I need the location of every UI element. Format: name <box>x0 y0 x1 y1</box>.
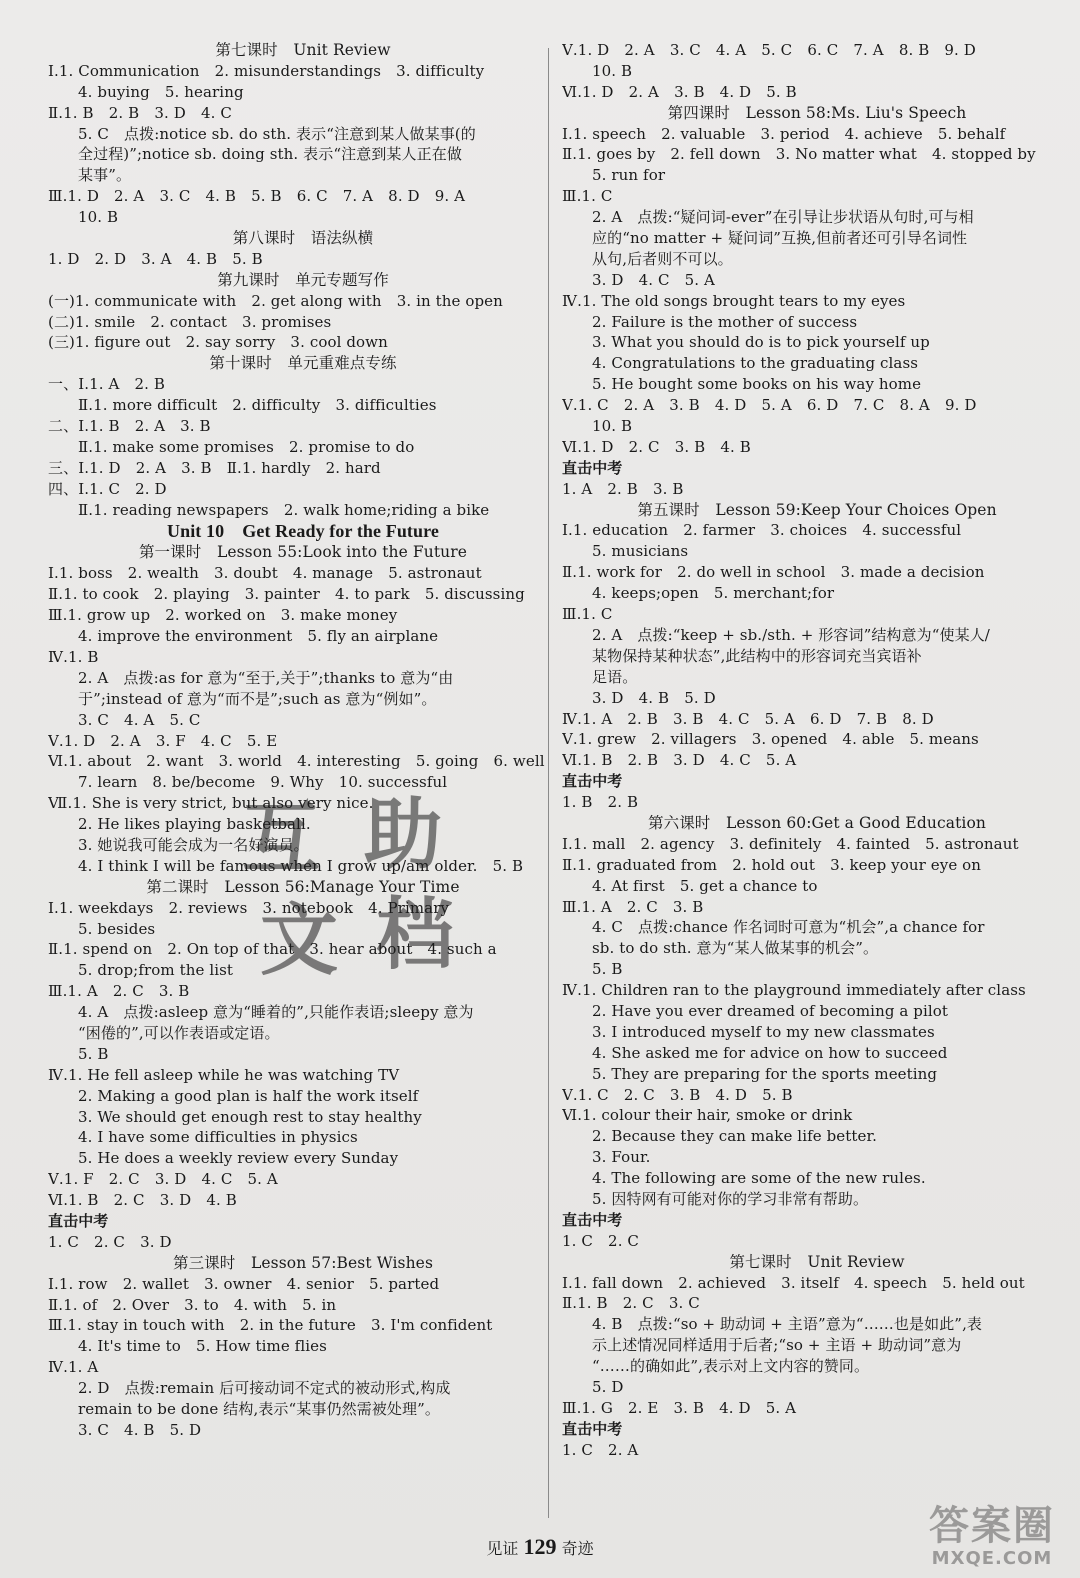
answer-line: 4. B 点拨:“so + 助动词 + 主语”意为“……也是如此”,表 <box>592 1315 983 1334</box>
answer-line: Ⅰ.1. education 2. farmer 3. choices 4. successful <box>562 521 962 540</box>
answer-line: Ⅲ.1. D 2. A 3. C 4. B 5. B 6. C 7. A 8. D 9. A <box>48 187 466 206</box>
answer-line: 5. 因特网有可能对你的学习非常有帮助。 <box>592 1189 869 1208</box>
answer-line: 3. I introduced myself to my new classmates <box>592 1022 935 1041</box>
answer-line: 1. B 2. B <box>562 793 639 812</box>
answer-line: Ⅰ.1. weekdays 2. reviews 3. notebook 4. Primary <box>48 898 450 917</box>
answer-line: Ⅵ.1. D 2. A 3. B 4. D 5. B <box>562 82 797 101</box>
answer-line: Ⅵ.1. B 2. B 3. D 4. C 5. A <box>562 751 797 770</box>
answer-line: 足语。 <box>592 667 638 686</box>
answer-line: 3. D 4. B 5. D <box>592 688 716 707</box>
answer-line: 5. They are preparing for the sports meeting <box>592 1064 938 1083</box>
answer-line: 5. He bought some books on his way home <box>592 375 922 394</box>
unit-title: Unit 10 Get Ready for the Future <box>166 521 439 542</box>
answer-line: Ⅲ.1. C <box>562 605 613 624</box>
answer-line: Ⅱ.1. goes by 2. fell down 3. No matter what 4. stopped by <box>562 145 1036 164</box>
answer-line: 3. We should get enough rest to stay healthy <box>78 1107 422 1126</box>
section-label: 直击中考 <box>48 1211 109 1230</box>
answer-line: “……的确如此”,表示对上文内容的赞同。 <box>592 1357 870 1376</box>
answer-line: (一)1. communicate with 2. get along with 3. in the open <box>48 291 503 310</box>
answer-line: 2. He likes playing basketball. <box>78 815 311 834</box>
section-label: 直击中考 <box>562 772 623 791</box>
answer-line: Ⅱ.1. reading newspapers 2. walk home;riding a bike <box>78 500 490 519</box>
answer-line: 10. B <box>78 208 119 227</box>
answer-line: Ⅵ.1. D 2. C 3. B 4. B <box>562 437 751 456</box>
footer-prefix: 见证 <box>486 1539 519 1558</box>
answer-line: 2. Making a good plan is half the work itself <box>78 1086 419 1105</box>
answer-line: Ⅳ.1. The old songs brought tears to my eyes <box>562 291 906 310</box>
watermark-title: 答案圈 <box>929 1503 1055 1549</box>
answer-line: 4. Congratulations to the graduating class <box>592 354 919 373</box>
answer-line: Ⅴ.1. D 2. A 3. C 4. A 5. C 6. C 7. A 8. B 9. D <box>562 41 976 59</box>
answer-line: 一、Ⅰ.1. A 2. B <box>48 375 166 394</box>
answer-line: Ⅲ.1. grow up 2. worked on 3. make money <box>48 606 398 625</box>
lesson-heading: 第九课时 单元专题写作 <box>217 270 389 289</box>
answer-line: Ⅲ.1. C <box>562 187 613 206</box>
answer-line: Ⅴ.1. F 2. C 3. D 4. C 5. A <box>48 1170 278 1189</box>
answer-line: Ⅱ.1. spend on 2. On top of that 3. hear about 4. such a <box>48 940 497 959</box>
stamp-char: 文 <box>260 896 339 986</box>
answer-line: Ⅲ.1. G 2. E 3. B 4. D 5. A <box>562 1398 797 1417</box>
answer-line: Ⅲ.1. stay in touch with 2. in the future 3. I'm confident <box>48 1316 493 1335</box>
stamp-char: 助 <box>364 790 443 880</box>
answer-line: 从句,后者则不可以。 <box>592 249 733 268</box>
lesson-heading: 第二课时 Lesson 56:Manage Your Time <box>146 877 460 896</box>
answer-line: 4. C 点拨:chance 作名词时可意为“机会”,a chance for <box>592 918 985 937</box>
answer-line: Ⅱ.1. more difficult 2. difficulty 3. difficulties <box>78 396 437 415</box>
answer-line: Ⅲ.1. A 2. C 3. B <box>562 897 704 916</box>
answer-line: 4. I have some difficulties in physics <box>78 1128 358 1147</box>
site-watermark <box>912 1504 1072 1570</box>
answer-line: 4. A 点拨:asleep 意为“睡着的”,只能作表语;sleepy 意为 <box>78 1003 474 1022</box>
answer-line: remain to be done 结构,表示“某事仍然需被处理”。 <box>78 1400 440 1418</box>
lesson-heading: 第六课时 Lesson 60:Get a Good Education <box>648 813 986 832</box>
answer-line: (二)1. smile 2. contact 3. promises <box>48 312 332 331</box>
answer-line: Ⅴ.1. grew 2. villagers 3. opened 4. able 5. means <box>562 730 979 749</box>
answer-line: Ⅱ.1. graduated from 2. hold out 3. keep your eye on <box>562 855 982 874</box>
section-label: 直击中考 <box>562 458 623 477</box>
answer-line: 4. I think I will be famous when I grow up/am older. 5. B <box>78 856 524 875</box>
answer-line: 5. D <box>592 1378 624 1396</box>
answer-line: 于”;instead of 意为“而不是”;such as 意为“例如”。 <box>78 689 437 708</box>
page-number: 129 <box>523 1534 557 1559</box>
answer-line: 5. C 点拨:notice sb. do sth. 表示“注意到某人做某事(的 <box>78 124 476 143</box>
stamp-char: 互 <box>242 794 321 884</box>
answer-line: 1. D 2. D 3. A 4. B 5. B <box>48 249 263 268</box>
answer-line: Ⅰ.1. mall 2. agency 3. definitely 4. fainted 5. astronaut <box>562 834 1019 853</box>
answer-line: Ⅱ.1. B 2. B 3. D 4. C <box>48 103 232 122</box>
answer-line: 某物保持某种状态”,此结构中的形容词充当宾语补 <box>592 646 922 665</box>
watermark-url: MXQE.COM <box>931 1548 1053 1569</box>
lesson-heading: 第五课时 Lesson 59:Keep Your Choices Open <box>637 500 997 519</box>
answer-line: 2. A 点拨:as for 意为“至于,关于”;thanks to 意为“由 <box>78 668 454 687</box>
answer-line: 1. C 2. C <box>562 1231 640 1250</box>
answer-line: 4. The following are some of the new rules. <box>592 1169 926 1188</box>
answer-line: 应的“no matter + 疑问词”互换,但前者还可引导名词性 <box>592 229 968 248</box>
right-column <box>562 40 1072 1461</box>
answer-line: 2. A 点拨:“疑问词-ever”在引导让步状语从句时,可与相 <box>592 208 974 227</box>
answer-line: Ⅰ.1. speech 2. valuable 3. period 4. achieve 5. behalf <box>562 124 1006 143</box>
lesson-heading: 第一课时 Lesson 55:Look into the Future <box>138 543 468 562</box>
answer-line: (三)1. figure out 2. say sorry 3. cool down <box>48 333 388 352</box>
answer-line: 4. She asked me for advice on how to succeed <box>592 1043 948 1062</box>
lesson-heading: 第七课时 Unit Review <box>729 1252 905 1271</box>
answer-line: Ⅵ.1. about 2. want 3. world 4. interesting 5. going 6. well <box>48 752 545 771</box>
answer-line: 4. keeps;open 5. merchant;for <box>592 584 835 603</box>
answer-line: Ⅱ.1. work for 2. do well in school 3. made a decision <box>562 563 985 582</box>
lesson-heading: 第十课时 单元重难点专练 <box>209 354 397 373</box>
answer-line: 5. drop;from the list <box>78 961 234 980</box>
answer-line: 三、Ⅰ.1. D 2. A 3. B Ⅱ.1. hardly 2. hard <box>48 458 381 477</box>
answer-line: 3. C 4. A 5. C <box>78 710 201 729</box>
answer-line: Ⅵ.1. colour their hair, smoke or drink <box>562 1106 853 1125</box>
answer-line: 某事”。 <box>78 166 132 185</box>
answer-line: 2. Failure is the mother of success <box>592 312 858 331</box>
answer-line: 3. Four. <box>592 1148 651 1167</box>
lesson-heading: 第三课时 Lesson 57:Best Wishes <box>172 1253 433 1272</box>
answer-line: Ⅱ.1. to cook 2. playing 3. painter 4. to park 5. discussing <box>48 585 525 604</box>
stamp-char: 档 <box>376 890 455 980</box>
answer-line: 5. run for <box>592 166 666 185</box>
answer-line: Ⅳ.1. He fell asleep while he was watching TV <box>48 1065 400 1084</box>
answer-line: 示上述情况同样适用于后者;“so + 主语 + 助动词”意为 <box>592 1336 962 1355</box>
section-label: 直击中考 <box>562 1210 623 1229</box>
answer-line: 1. C 2. A <box>562 1440 639 1459</box>
answer-line: Ⅱ.1. of 2. Over 3. to 4. with 5. in <box>48 1295 337 1314</box>
answer-line: Ⅵ.1. B 2. C 3. D 4. B <box>48 1191 237 1210</box>
answer-line: Ⅳ.1. B <box>48 647 99 666</box>
answer-line: 4. buying 5. hearing <box>78 82 244 101</box>
answer-line: sb. to do sth. 意为“某人做某事的机会”。 <box>592 939 879 958</box>
footer-suffix: 奇迹 <box>561 1539 594 1558</box>
lesson-heading: 第七课时 Unit Review <box>215 41 391 59</box>
answer-line: Ⅱ.1. make some promises 2. promise to do <box>78 437 415 456</box>
answer-line: 四、Ⅰ.1. C 2. D <box>48 479 167 498</box>
lesson-heading: 第八课时 语法纵横 <box>232 229 374 248</box>
answer-line: Ⅰ.1. boss 2. wealth 3. doubt 4. manage 5. astronaut <box>48 564 482 583</box>
answer-line: 5. musicians <box>592 542 689 561</box>
answer-line: Ⅴ.1. C 2. C 3. B 4. D 5. B <box>562 1085 793 1104</box>
answer-line: Ⅶ.1. She is very strict, but also very nice. <box>48 794 374 813</box>
answer-line: 5. B <box>78 1044 109 1063</box>
answer-line: 2. Have you ever dreamed of becoming a pilot <box>592 1001 949 1020</box>
answer-line: 4. It's time to 5. How time flies <box>78 1337 327 1356</box>
answer-line: Ⅳ.1. A <box>48 1358 99 1377</box>
answer-line: 3. D 4. C 5. A <box>592 270 715 289</box>
answer-line: 3. What you should do is to pick yourself up <box>592 333 930 352</box>
answer-line: Ⅴ.1. D 2. A 3. F 4. C 5. E <box>48 731 278 750</box>
column-divider <box>548 48 549 1518</box>
answer-line: Ⅱ.1. B 2. C 3. C <box>562 1294 700 1313</box>
answer-line: Ⅳ.1. A 2. B 3. B 4. C 5. A 6. D 7. B 8. D <box>562 709 934 728</box>
answer-line: 1. A 2. B 3. B <box>562 479 684 498</box>
answer-line: 全过程)”;notice sb. doing sth. 表示“注意到某人正在做 <box>78 145 462 164</box>
answer-line: 2. D 点拨:remain 后可接动词不定式的被动形式,构成 <box>78 1379 451 1398</box>
answer-line: 10. B <box>592 61 633 80</box>
lesson-heading: 第四课时 Lesson 58:Ms. Liu's Speech <box>667 103 967 122</box>
answer-line: Ⅴ.1. C 2. A 3. B 4. D 5. A 6. D 7. C 8. A 9. D <box>562 396 977 415</box>
left-column <box>48 40 558 1441</box>
answer-line: 5. He does a weekly review every Sunday <box>78 1149 399 1168</box>
answer-line: 4. improve the environment 5. fly an airplane <box>78 627 439 646</box>
answer-line: Ⅳ.1. Children ran to the playground immediately after class <box>562 981 1026 1000</box>
answer-line: 3. C 4. B 5. D <box>78 1420 202 1439</box>
answer-line: Ⅲ.1. A 2. C 3. B <box>48 982 190 1001</box>
answer-line: Ⅰ.1. row 2. wallet 3. owner 4. senior 5. parted <box>48 1274 440 1293</box>
answer-line: 3. 她说我可能会成为一名好演员。 <box>78 835 309 854</box>
answer-line: 二、Ⅰ.1. B 2. A 3. B <box>48 417 211 436</box>
answer-line: 1. C 2. C 3. D <box>48 1232 172 1251</box>
answer-line: 5. B <box>592 960 623 979</box>
answer-line: 10. B <box>592 417 633 436</box>
answer-line: 5. besides <box>78 919 156 938</box>
answer-line: 2. A 点拨:“keep + sb./sth. + 形容词”结构意为“使某人/ <box>592 625 990 644</box>
answer-line: 2. Because they can make life better. <box>592 1127 878 1146</box>
answer-line: Ⅰ.1. Communication 2. misunderstandings 3. difficulty <box>48 61 485 80</box>
section-label: 直击中考 <box>562 1419 623 1438</box>
answer-line: 4. At first 5. get a chance to <box>592 876 818 895</box>
answer-line: 7. learn 8. be/become 9. Why 10. successful <box>78 773 448 792</box>
answer-line: Ⅰ.1. fall down 2. achieved 3. itself 4. speech 5. held out <box>562 1273 1025 1292</box>
answer-line: “困倦的”,可以作表语或定语。 <box>78 1023 280 1042</box>
